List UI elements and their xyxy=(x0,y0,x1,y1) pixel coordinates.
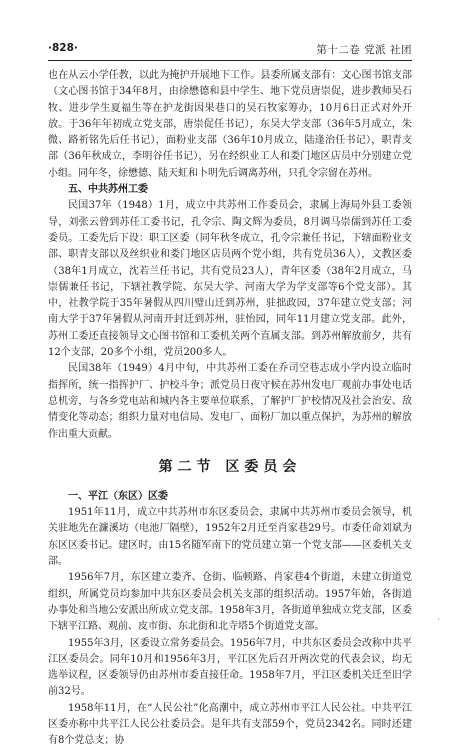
running-header xyxy=(48,42,412,56)
section-title: 第二节 区委员会 xyxy=(158,458,302,475)
sub-heading: 一、平江（东区）区委 xyxy=(68,490,168,502)
paragraph: 1951年11月，成立中共苏州市东区委员会，隶属中共苏州市委员会领导，机关驻地先在濂溪坊（电池厂隔壁），1952年2月迁至肖家巷29号。市委任命刘斌为东区区委书记。建区时，由15名随军南下的党员建立第一个党支部——区委机关支部。 xyxy=(48,507,412,568)
running-title: 第十二卷 党派 社团 xyxy=(316,44,412,56)
page-number: ·828· xyxy=(48,42,78,54)
paragraph: 也在从云小学任教，以此为掩护开展地下工作。县委所属支部有：文心图书馆支部（文心图书馆于34年8月，由徐懋德和县中学生、地下党员唐崇促，进步教师吴石牧、进步学生夏福生等在护龙街因果巷口的吴石牧家筹办，10月6日正式对外开放。于36年年初成立党支部，唐崇促任书记），东吴大学支部（36年5月成立，朱微、路祈铭先后任书记），面粉业支部（36年10月成立，陆逢治任书记），职青支部（36年秋成立，李明谷任书记），另在经织业工人和娄门地区店员中分别建立党小组。同年冬，徐懋德、陆天虹和卜明先后调离苏州，只孔令宗留在苏州。 xyxy=(48,70,412,179)
header-rule xyxy=(48,60,412,61)
paragraph: 1955年3月，区委设立常务委员会。1956年7月，中共东区委员会改称中共平江区委员会。同年10月和1956年3月，平江区先后召开两次党的代表会议，均无选举议程，区委领导仍由苏州市委直接任命。1958年7月，平江区委机关迁至旧学前32号。 xyxy=(48,637,412,698)
paragraph: 民国37年（1948）1月，成立中共苏州工作委员会，隶属上海局外县工委领导，刘张云曾到苏任工委书记，孔令宗、陶文辉为委员，8月调马崇儒到苏任工委委员。工委先后下设：职工区委（同年秋冬成立，孔令宗兼任书记，下辖面粉业支部、职青支部以及丝织业和娄门地区店员两个党小组，共有党员36人），文教区委（38年1月成立，沈若兰任书记，共有党员23人），青年区委（38年2月成立，马崇儒兼任书记，下辖社教学院、东吴大学、河南大学为学支部等6个党支部）。其中，社教学院于35年暑假从四川璧山迁到苏州，驻拙政园，37年建立党支部；河南大学于37年暑假从河南开封迁到苏州，驻怡园，同年11月建立党支部。此外，苏州工委还直接领导文心图书馆和工委机关两个直属支部。到苏州解放前夕，共有12个支部，20多个小组，党员200多人。 xyxy=(48,200,412,359)
sub-heading: 五、中共苏州工委 xyxy=(68,184,148,196)
paragraph: 1958年11月，在“人民公社”化高潮中，成立苏州市平江人民公社。中共平江区委亦称中共平江人民公社委员会。是年共有支部59个，党员2342名。同时还建有8个党总支；协 xyxy=(48,702,412,747)
body-text xyxy=(48,68,412,750)
paragraph: 1956年7月，东区建立娄齐、仓街、临顿路、肖家巷4个街道，未建立街道党组织，所属党员均参加中共东区委员会机关支部的组织活动。1957年始，各街道办事处和当地公安派出所成立党支部。1958年3月，各街道单独成立党支部，区委下辖平江路、观前、皮市街、东北街和北寺塔5个街道党支部。 xyxy=(48,572,412,633)
margin-mark: · xyxy=(437,615,440,625)
paragraph: 民国38年（1949）4月中旬，中共苏州工委在乔司空巷志成小学内设立临时指挥所，统一指挥护厂、护校斗争；派党员日夜守候在苏州发电厂观前办事处电话总机旁，与各乡党电站和城内各主要单位联系，了解护厂护校情况及社会治安、敌情变化等动态；组织力量对电信局、发电厂、面粉厂加以重点保护，为苏州的解放作出重大贡献。 xyxy=(48,363,412,440)
